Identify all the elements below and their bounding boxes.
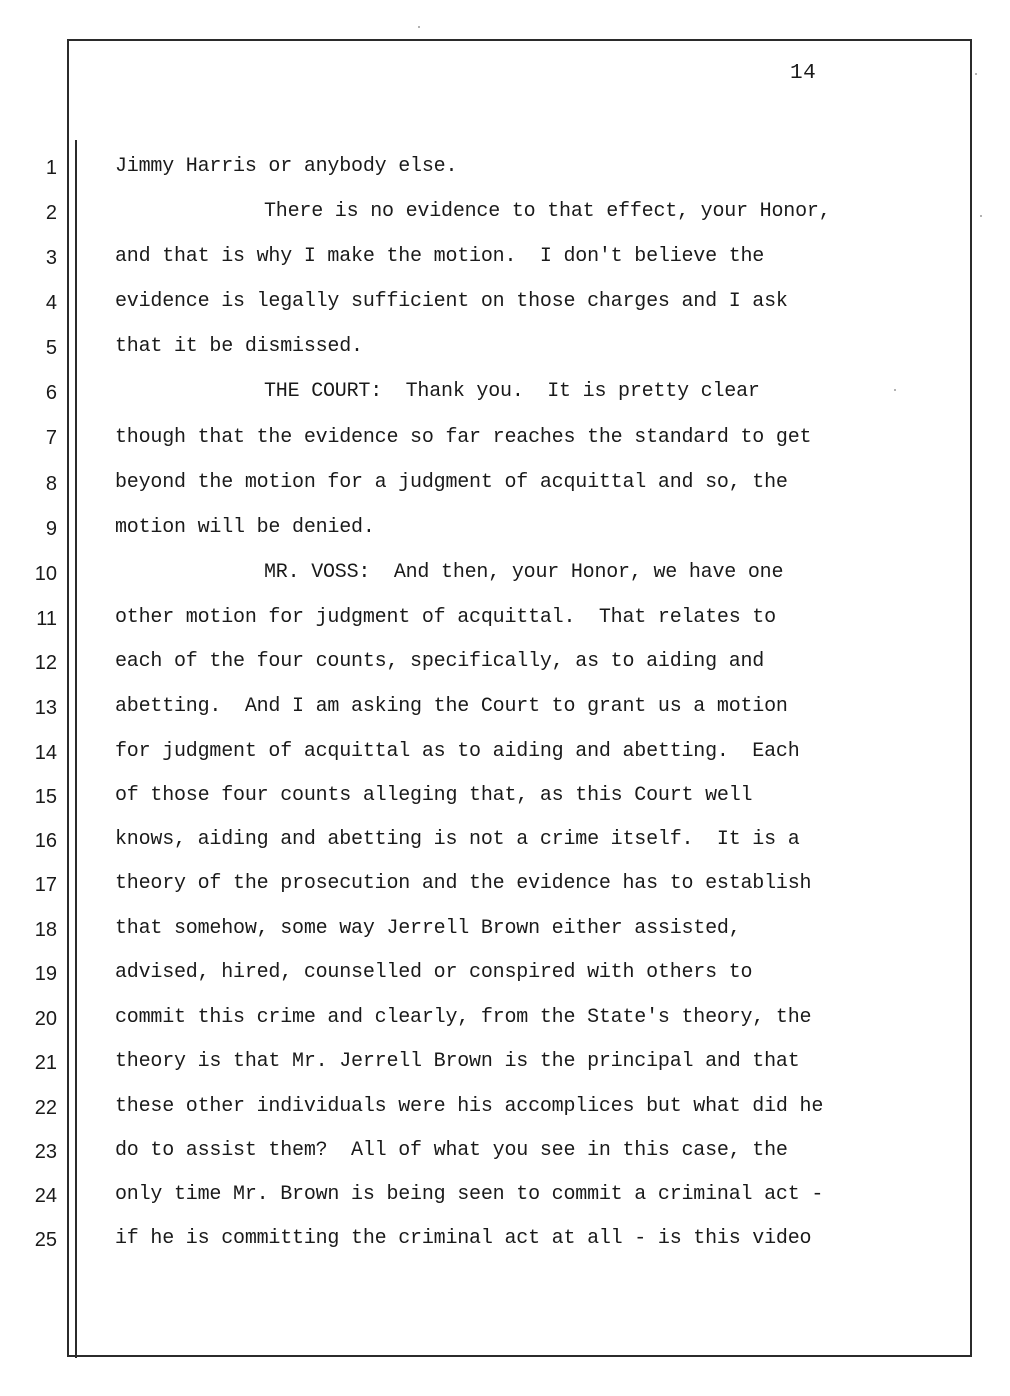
line-number: 20: [34, 1008, 57, 1030]
transcript-line: THE COURT: Thank you. It is pretty clear: [264, 380, 760, 403]
line-number: 1: [45, 157, 57, 179]
line-number: 23: [34, 1141, 57, 1163]
scan-speck: [975, 73, 977, 75]
line-number: 10: [34, 563, 57, 585]
line-number: 17: [34, 874, 57, 896]
transcript-line: that it be dismissed.: [115, 335, 363, 358]
line-number: 21: [34, 1052, 57, 1074]
transcript-line: only time Mr. Brown is being seen to commit a criminal act -: [115, 1183, 824, 1206]
line-number: 25: [34, 1229, 57, 1251]
transcript-line: beyond the motion for a judgment of acquittal and so, the: [115, 471, 788, 494]
transcript-line: of those four counts alleging that, as this Court well: [115, 784, 753, 807]
transcript-line: though that the evidence so far reaches the standard to get: [115, 426, 812, 449]
transcript-line: There is no evidence to that effect, your Honor,: [264, 200, 831, 223]
scan-speck: [418, 26, 420, 28]
line-number: 24: [34, 1185, 57, 1207]
line-number: 5: [45, 337, 57, 359]
line-number: 18: [34, 919, 57, 941]
transcript-line: theory is that Mr. Jerrell Brown is the principal and that: [115, 1050, 800, 1073]
line-number: 11: [36, 608, 57, 630]
scan-speck: [894, 389, 896, 391]
transcript-line: that somehow, some way Jerrell Brown either assisted,: [115, 917, 741, 940]
transcript-line: these other individuals were his accomplices but what did he: [115, 1095, 824, 1118]
transcript-line: theory of the prosecution and the evidence has to establish: [115, 872, 812, 895]
transcript-line: evidence is legally sufficient on those charges and I ask: [115, 290, 788, 313]
line-number: 14: [34, 742, 57, 764]
transcript-line: each of the four counts, specifically, as to aiding and: [115, 650, 765, 673]
line-number: 2: [45, 202, 57, 224]
line-number: 3: [45, 247, 57, 269]
line-number: 7: [45, 427, 57, 449]
transcript-line: MR. VOSS: And then, your Honor, we have one: [264, 561, 784, 584]
line-number: 16: [34, 830, 57, 852]
line-number: 19: [34, 963, 57, 985]
transcript-line: commit this crime and clearly, from the State's theory, the: [115, 1006, 812, 1029]
line-number: 12: [34, 652, 57, 674]
line-number-divider: [75, 140, 77, 1358]
transcript-line: other motion for judgment of acquittal. That relates to: [115, 606, 776, 629]
line-number: 13: [34, 697, 57, 719]
line-number: 15: [34, 786, 57, 808]
line-number: 9: [45, 518, 57, 540]
transcript-line: for judgment of acquittal as to aiding and abetting. Each: [115, 740, 800, 763]
transcript-line: do to assist them? All of what you see in this case, the: [115, 1139, 788, 1162]
line-number: 4: [45, 292, 57, 314]
transcript-line: knows, aiding and abetting is not a crime itself. It is a: [115, 828, 800, 851]
transcript-line: advised, hired, counselled or conspired with others to: [115, 961, 753, 984]
transcript-line: Jimmy Harris or anybody else.: [115, 155, 458, 178]
scan-speck: [980, 215, 982, 217]
line-number: 8: [45, 473, 57, 495]
transcript-line: if he is committing the criminal act at all - is this video: [115, 1227, 812, 1250]
transcript-line: abetting. And I am asking the Court to grant us a motion: [115, 695, 788, 718]
line-number: 6: [45, 382, 57, 404]
page-number: 14: [790, 62, 817, 85]
transcript-line: and that is why I make the motion. I don't believe the: [115, 245, 765, 268]
transcript-line: motion will be denied.: [115, 516, 375, 539]
line-number: 22: [34, 1097, 57, 1119]
